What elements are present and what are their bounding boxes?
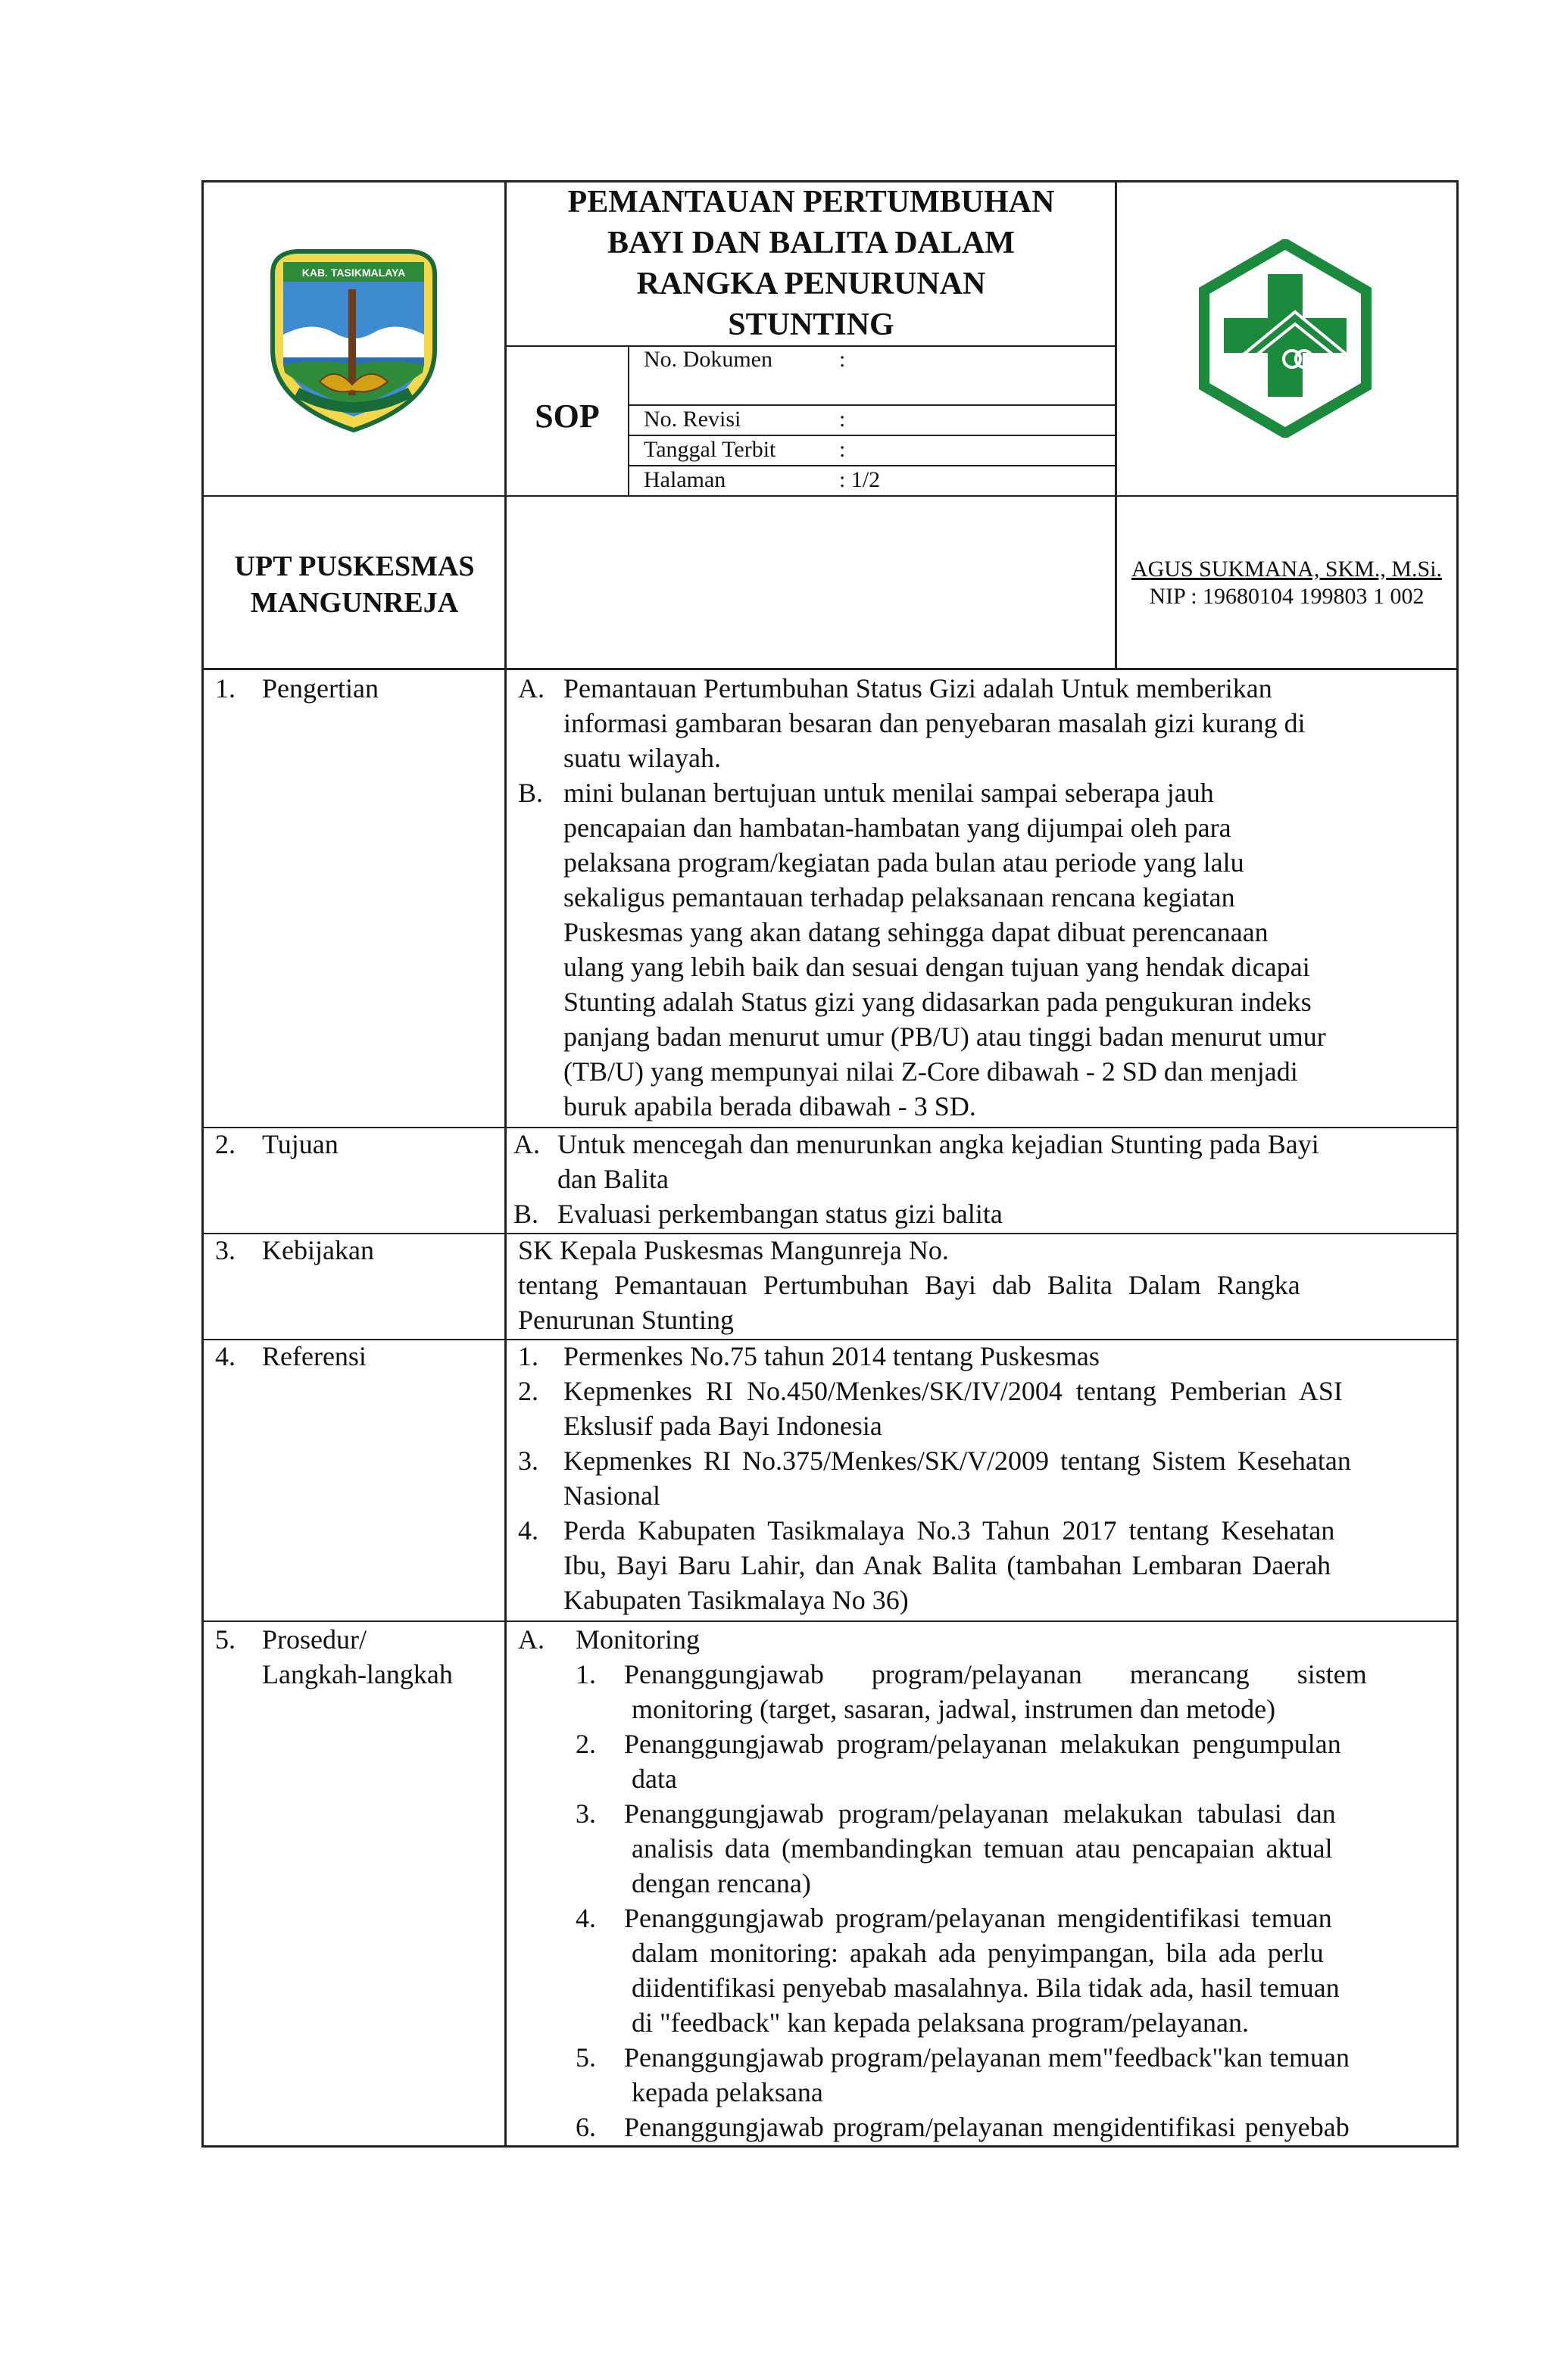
paragraph-line: pelaksana program/kegiatan pada bulan atau periode yang lalu: [563, 847, 1244, 878]
list-marker: B.: [513, 1199, 539, 1229]
list-item: data: [632, 1764, 677, 1794]
list-item: Kabupaten Tasikmalaya No 36): [563, 1585, 909, 1615]
list-marker: A.: [518, 673, 545, 703]
paragraph-line: ulang yang lebih baik dan sesuai dengan tujuan yang hendak dicapai: [563, 952, 1310, 982]
section-number: 1.: [215, 673, 236, 703]
list-marker: 1.: [576, 1659, 596, 1689]
list-item: monitoring (target, sasaran, jadwal, instrumen dan metode): [632, 1694, 1276, 1724]
section-number: 5.: [215, 1624, 236, 1655]
list-item: dengan rencana): [632, 1868, 811, 1898]
paragraph-line: buruk apabila berada dibawah - 3 SD.: [563, 1091, 976, 1121]
list-marker: 3.: [518, 1446, 538, 1476]
section-label: Tujuan: [262, 1129, 339, 1159]
list-item: analisis data (membandingkan temuan atau pencapaian aktual: [632, 1833, 1333, 1864]
paragraph-line: panjang badan menurut umur (PB/U) atau tinggi badan menurut umur: [563, 1022, 1326, 1052]
list-marker: 2.: [576, 1729, 596, 1759]
list-item: diidentifikasi penyebab masalahnya. Bila tidak ada, hasil temuan: [632, 1973, 1340, 2003]
doc-field-value: :: [839, 407, 846, 432]
list-marker: 5.: [576, 2042, 596, 2073]
doc-field-value: :: [839, 347, 846, 372]
left-logo: [267, 244, 441, 433]
list-item: dalam monitoring: apakah ada penyimpangan, bila ada perlu: [632, 1938, 1324, 1968]
doc-field-label: Tanggal Terbit: [644, 437, 776, 462]
list-item: Penanggungjawab program/pelayanan melakukan tabulasi dan: [624, 1798, 1336, 1829]
paragraph-line: tentang Pemantauan Pertumbuhan Bayi dab Balita Dalam Rangka: [518, 1270, 1300, 1300]
paragraph-line: informasi gambaran besaran dan penyebaran masalah gizi kurang di: [563, 708, 1306, 738]
list-marker: A.: [518, 1624, 545, 1655]
section-label: Kebijakan: [262, 1235, 374, 1265]
doc-field-label: Halaman: [644, 467, 726, 492]
list-marker: 2.: [518, 1376, 538, 1406]
section-number: 2.: [215, 1129, 236, 1159]
paragraph-line: dan Balita: [557, 1164, 669, 1194]
list-item: Penanggungjawab program/pelayanan mem"feedback"kan temuan: [624, 2042, 1350, 2073]
subsection-title: Monitoring: [576, 1624, 701, 1655]
paragraph-line: sekaligus pemantauan terhadap pelaksanaan rencana kegiatan: [563, 882, 1235, 912]
doc-field-value: : 1/2: [839, 467, 881, 492]
puskesmas-logo-icon: [1198, 239, 1372, 438]
svg-text:KAB. TASIKMALAYA: KAB. TASIKMALAYA: [301, 267, 406, 279]
list-item: Permenkes No.75 tahun 2014 tentang Puskesmas: [563, 1341, 1100, 1371]
list-item: Nasional: [563, 1480, 660, 1511]
list-item: Kepmenkes RI No.450/Menkes/SK/IV/2004 tentang Pemberian ASI: [563, 1376, 1343, 1406]
doc-field-label: No. Dokumen: [644, 347, 772, 372]
signatory-name: AGUS SUKMANA, SKM., M.Si.: [1131, 557, 1443, 582]
section-label: Referensi: [262, 1341, 367, 1371]
section-number: 4.: [215, 1341, 236, 1371]
paragraph-line: Pemantauan Pertumbuhan Status Gizi adalah Untuk memberikan: [563, 673, 1272, 703]
paragraph-line: suatu wilayah.: [563, 743, 721, 773]
kabupaten-tasikmalaya-emblem-icon: [267, 244, 441, 433]
list-marker: 1.: [518, 1341, 538, 1371]
paragraph-line: mini bulanan bertujuan untuk menilai sampai seberapa jauh: [563, 778, 1214, 808]
paragraph-line: Stunting adalah Status gizi yang didasarkan pada pengukuran indeks: [563, 987, 1312, 1017]
signatory: [1116, 556, 1457, 610]
doc-field-value: :: [839, 437, 846, 462]
list-item: Penanggungjawab program/pelayanan mengidentifikasi temuan: [624, 1903, 1332, 1933]
list-marker: 6.: [576, 2112, 596, 2142]
paragraph-line: SK Kepala Puskesmas Mangunreja No.: [518, 1235, 949, 1265]
list-item: Penanggungjawab program/pelayanan melakukan pengumpulan: [624, 1729, 1341, 1759]
paragraph-line: pencapaian dan hambatan-hambatan yang dijumpai oleh para: [563, 813, 1231, 843]
list-marker: 4.: [518, 1515, 538, 1546]
doc-field-label: No. Revisi: [644, 407, 741, 432]
list-item: Penanggungjawab program/pelayanan mengidentifikasi penyebab: [624, 2112, 1350, 2142]
sop-label: SOP: [535, 398, 600, 435]
list-item: Perda Kabupaten Tasikmalaya No.3 Tahun 2017 tentang Kesehatan: [563, 1515, 1335, 1546]
paragraph-line: Penurunan Stunting: [518, 1305, 734, 1335]
right-logo: [1198, 239, 1372, 438]
section-label: Pengertian: [262, 673, 379, 703]
paragraph-line: Puskesmas yang akan datang sehingga dapat dibuat perencanaan: [563, 917, 1269, 947]
list-item: Penanggungjawab program/pelayanan merancang sistem: [624, 1659, 1367, 1689]
section-number: 3.: [215, 1235, 236, 1265]
paragraph-line: (TB/U) yang mempunyai nilai Z-Core dibawah - 2 SD dan menjadi: [563, 1056, 1298, 1087]
list-marker: 3.: [576, 1798, 596, 1829]
paragraph-line: Evaluasi perkembangan status gizi balita: [557, 1199, 1003, 1229]
list-item: Ekslusif pada Bayi Indonesia: [563, 1411, 882, 1441]
signatory-nip: NIP : 19680104 199803 1 002: [1149, 584, 1425, 609]
list-item: Kepmenkes RI No.375/Menkes/SK/V/2009 tentang Sistem Kesehatan: [563, 1446, 1351, 1476]
org-name: UPT PUSKESMAS MANGUNREJA: [234, 551, 475, 619]
section-label: Prosedur/: [262, 1624, 367, 1655]
document-title: PEMANTAUAN PERTUMBUHAN BAYI DAN BALITA DALAM RANGKA PENURUNAN STUNTING: [567, 185, 1055, 342]
paragraph-line: Untuk mencegah dan menurunkan angka kejadian Stunting pada Bayi: [557, 1129, 1319, 1159]
list-item: di "feedback" kan kepada pelaksana program/pelayanan.: [632, 2007, 1250, 2038]
list-marker: A.: [513, 1129, 540, 1159]
list-marker: B.: [518, 778, 544, 808]
list-item: kepada pelaksana: [632, 2077, 823, 2107]
list-marker: 4.: [576, 1903, 596, 1933]
list-item: Ibu, Bayi Baru Lahir, dan Anak Balita (tambahan Lembaran Daerah: [563, 1550, 1331, 1580]
section-label: Langkah-langkah: [262, 1659, 453, 1689]
